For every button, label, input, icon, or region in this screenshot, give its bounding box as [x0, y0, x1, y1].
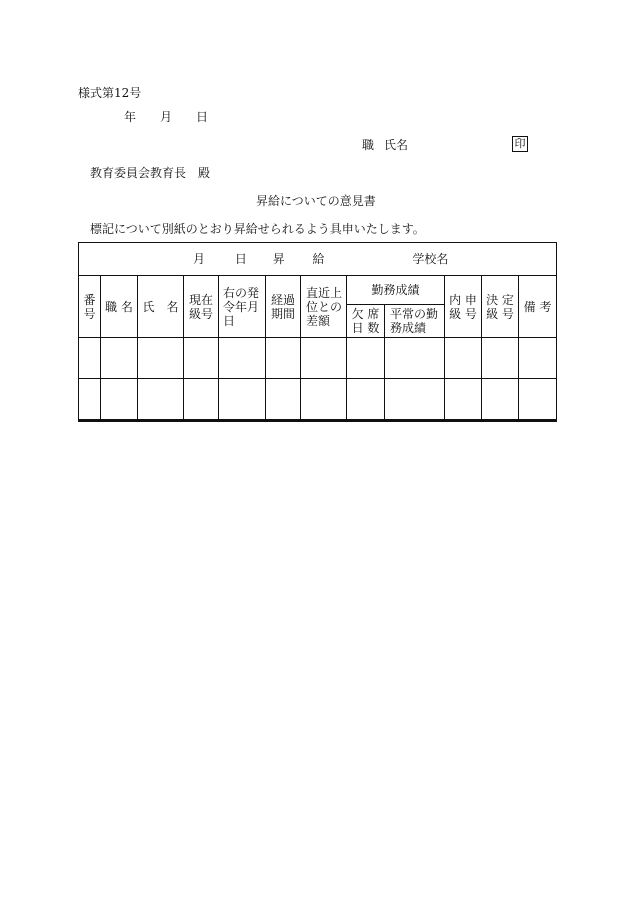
- header-absence: [347, 305, 385, 338]
- header-current-grade-line2: 級号: [188, 306, 213, 321]
- header-order-date-line1: 右の発: [223, 285, 260, 300]
- header-decided: [482, 276, 519, 338]
- addressee: 教育委員会教育長 殿: [90, 166, 211, 180]
- banner-day: 日: [234, 252, 247, 266]
- cell-decided[interactable]: [482, 338, 519, 379]
- header-remarks: 備 考: [519, 276, 557, 338]
- header-name: 氏 名: [138, 276, 184, 338]
- cell-remarks[interactable]: [519, 379, 557, 421]
- cell-diff[interactable]: [301, 338, 347, 379]
- header-internal: [445, 276, 482, 338]
- header-number-line1: 番: [83, 292, 96, 307]
- cell-position[interactable]: [101, 379, 138, 421]
- header-usual-performance-line1: 平常の勤: [390, 307, 439, 321]
- cell-usual-performance[interactable]: [385, 379, 445, 421]
- header-internal-line2: 級 号: [449, 306, 477, 321]
- header-diff-line3: 差額: [306, 313, 331, 328]
- cell-internal[interactable]: [445, 379, 482, 421]
- body-text: 標記について別紙のとおり昇給せられるよう具申いたします。: [90, 222, 425, 236]
- header-elapsed-line2: 期間: [270, 306, 295, 321]
- cell-absence[interactable]: [347, 338, 385, 379]
- header-decided-line1: 決 定: [486, 292, 514, 307]
- cell-diff[interactable]: [301, 379, 347, 421]
- signature-title: 職: [362, 138, 375, 152]
- cell-current-grade[interactable]: [184, 338, 219, 379]
- table-row: [79, 338, 557, 379]
- cell-order-date[interactable]: [219, 338, 266, 379]
- header-elapsed: [266, 276, 301, 338]
- header-elapsed-line1: 経過: [270, 292, 295, 307]
- date-day: 日: [196, 110, 209, 124]
- header-number: [79, 276, 101, 338]
- cell-current-grade[interactable]: [184, 379, 219, 421]
- signature-name-label: 氏名: [384, 138, 409, 152]
- banner-promotion-1: 昇: [272, 252, 285, 266]
- header-usual-performance-line2: 務成績: [390, 321, 427, 335]
- header-internal-line1: 内 申: [449, 292, 477, 307]
- header-diff-line1: 直近上: [306, 285, 343, 300]
- cell-decided[interactable]: [482, 379, 519, 421]
- header-order-date-line2: 令年月: [223, 299, 260, 314]
- header-diff: [301, 276, 347, 338]
- cell-number[interactable]: [79, 379, 101, 421]
- header-usual-performance: [385, 305, 445, 338]
- cell-name[interactable]: [138, 379, 184, 421]
- table-row: [79, 379, 557, 421]
- cell-elapsed[interactable]: [266, 379, 301, 421]
- seal-mark: 印: [512, 136, 528, 152]
- cell-remarks[interactable]: [519, 338, 557, 379]
- table-banner: [79, 243, 557, 276]
- form-number: 様式第12号: [78, 86, 142, 100]
- document-title: 昇給についての意見書: [256, 194, 376, 208]
- cell-absence[interactable]: [347, 379, 385, 421]
- cell-number[interactable]: [79, 338, 101, 379]
- banner-promotion-2: 給: [312, 252, 325, 266]
- date-year: 年: [124, 110, 137, 124]
- header-performance: 勤務成績: [347, 276, 445, 305]
- date-month: 月: [160, 110, 173, 124]
- header-absence-line1: 欠 席: [351, 307, 380, 321]
- header-number-line2: 号: [83, 306, 96, 321]
- header-diff-line2: 位との: [306, 299, 343, 314]
- promotion-table: [78, 242, 557, 422]
- cell-position[interactable]: [101, 338, 138, 379]
- header-position: 職 名: [101, 276, 138, 338]
- banner-month: 月: [193, 252, 206, 266]
- header-decided-line2: 級 号: [486, 306, 514, 321]
- cell-order-date[interactable]: [219, 379, 266, 421]
- header-order-date-line3: 日: [223, 313, 236, 328]
- header-absence-line2: 日 数: [351, 321, 380, 335]
- cell-name[interactable]: [138, 338, 184, 379]
- school-name-label: 学校名: [412, 252, 449, 266]
- cell-usual-performance[interactable]: [385, 338, 445, 379]
- cell-elapsed[interactable]: [266, 338, 301, 379]
- header-current-grade: [184, 276, 219, 338]
- header-current-grade-line1: 現在: [188, 292, 213, 307]
- cell-internal[interactable]: [445, 338, 482, 379]
- header-order-date: [219, 276, 266, 338]
